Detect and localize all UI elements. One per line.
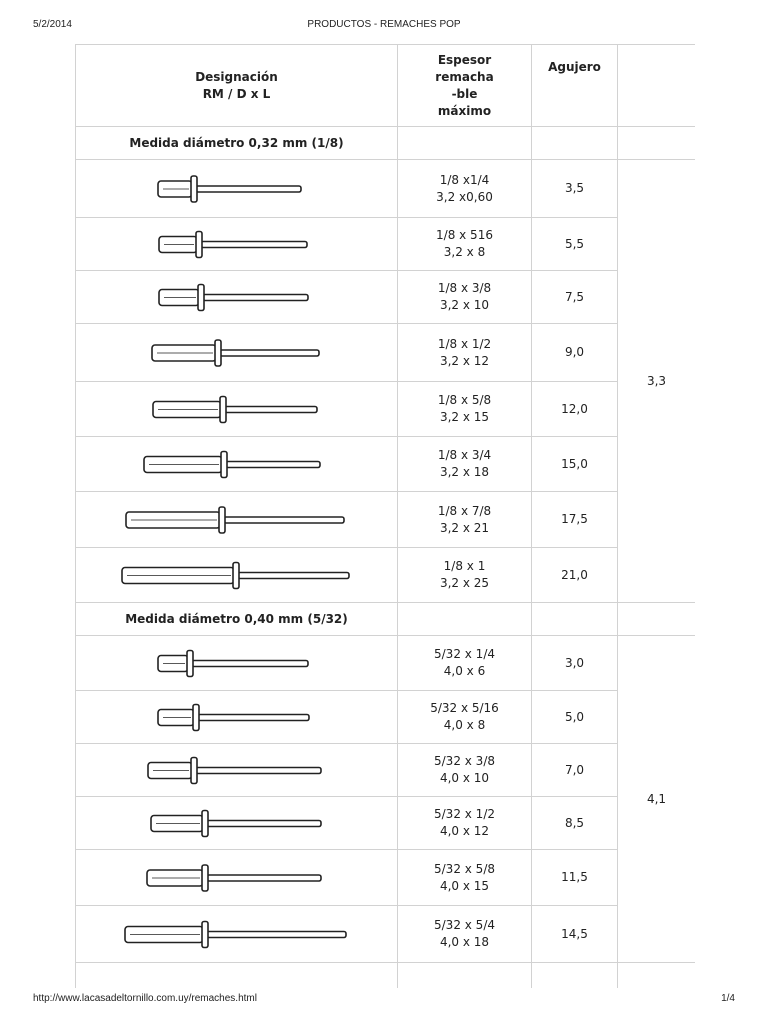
- rivet-icon: [76, 438, 398, 491]
- table-row: [76, 744, 696, 797]
- espesor-cell: 21,0: [532, 548, 618, 603]
- rivet-icon: [76, 798, 398, 849]
- size-mm: 3,2 x0,60: [436, 189, 493, 204]
- rivet-icon: [76, 692, 398, 743]
- rivet-icon: [76, 637, 398, 690]
- table-row: [76, 382, 696, 437]
- size-mm: 3,2 x 8: [443, 245, 486, 259]
- size-mm: 3,2 x 10: [439, 298, 490, 312]
- rivet-flange: [191, 757, 197, 783]
- size-inches: 5/32 x 1/2: [434, 807, 495, 821]
- table-row: [76, 691, 696, 744]
- header-designation: [76, 45, 398, 127]
- rivet-table: [75, 44, 695, 988]
- rivet-image-cell: [76, 797, 398, 850]
- size-inches: 1/8 x 3/4: [437, 448, 492, 462]
- rivet-mandrel: [196, 767, 321, 773]
- print-header: [0, 19, 768, 33]
- size-mm: 3,2 x 25: [439, 576, 490, 590]
- rivet-flange: [233, 562, 239, 588]
- rivet-flange: [193, 704, 199, 730]
- rivet-image-cell: [76, 324, 398, 382]
- rivet-icon: [76, 549, 398, 602]
- rivet-flange: [202, 810, 208, 836]
- header-espesor-line3: -ble: [451, 86, 478, 101]
- rivet-icon: [76, 161, 398, 217]
- rivet-icon: [76, 325, 398, 381]
- espesor-cell: 7,0: [532, 744, 618, 797]
- table-header-row: [76, 45, 696, 127]
- size-inches: 5/32 x 3/8: [434, 754, 495, 768]
- espesor-cell: 14,5: [532, 906, 618, 963]
- continued-empty-cell: [532, 963, 618, 989]
- section-header-row: [76, 127, 696, 160]
- rivet-flange: [196, 231, 202, 257]
- header-espesor-line2: remacha: [435, 69, 494, 84]
- table-row: [76, 548, 696, 603]
- size-inches: 5/32 x 5/4: [434, 918, 495, 932]
- espesor-cell: 7,5: [532, 271, 618, 324]
- rivet-mandrel: [225, 406, 317, 412]
- size-cell: [398, 797, 532, 850]
- size-cell: [398, 218, 532, 271]
- espesor-cell: 12,0: [532, 382, 618, 437]
- header-designation-line1: Designación: [195, 69, 278, 84]
- rivet-image-cell: [76, 492, 398, 548]
- rivet-image-cell: [76, 437, 398, 492]
- header-espesor-line1: Espesor: [437, 52, 492, 67]
- table-row-continued: [76, 963, 696, 989]
- size-mm: 4,0 x 10: [439, 771, 490, 785]
- table-row: [76, 850, 696, 906]
- rivet-mandrel: [203, 294, 308, 300]
- rivet-mandrel: [192, 660, 308, 666]
- rivet-image-cell: [76, 271, 398, 324]
- print-page-number: 1/4: [721, 993, 735, 1004]
- rivet-image-cell: [76, 636, 398, 691]
- size-mm: 4,0 x 8: [443, 718, 486, 732]
- rivet-flange: [202, 865, 208, 891]
- rivet-flange: [221, 451, 227, 477]
- rivet-image-cell: [76, 218, 398, 271]
- drill-cell: 3,3: [618, 160, 696, 603]
- espesor-cell: 11,5: [532, 850, 618, 906]
- rivet-flange: [202, 921, 208, 947]
- espesor-cell: 15,0: [532, 437, 618, 492]
- table-row: [76, 271, 696, 324]
- size-cell: [398, 437, 532, 492]
- header-designation-line2: RM / D x L: [202, 86, 271, 101]
- size-cell: [398, 744, 532, 797]
- espesor-cell: 8,5: [532, 797, 618, 850]
- rivet-mandrel: [198, 714, 309, 720]
- section-header-row: [76, 603, 696, 636]
- rivet-mandrel: [224, 517, 344, 523]
- table-row: [76, 906, 696, 963]
- table-row: [76, 492, 696, 548]
- continued-empty-cell: [76, 963, 398, 989]
- size-inches: 5/32 x 5/16: [430, 701, 499, 715]
- rivet-image-cell: [76, 548, 398, 603]
- rivet-mandrel: [207, 875, 321, 881]
- size-cell: [398, 850, 532, 906]
- rivet-icon: [76, 745, 398, 796]
- espesor-cell: 3,0: [532, 636, 618, 691]
- size-mm: 4,0 x 18: [439, 935, 490, 949]
- table-row: [76, 797, 696, 850]
- size-mm: 3,2 x 21: [439, 520, 490, 535]
- header-espesor: [398, 45, 532, 127]
- table-row: [76, 160, 696, 218]
- size-cell: [398, 324, 532, 382]
- section-empty-cell: [532, 127, 618, 160]
- header-espesor-line4: máximo: [437, 103, 492, 118]
- rivet-image-cell: [76, 744, 398, 797]
- espesor-cell: 5,5: [532, 218, 618, 271]
- espesor-cell: 17,5: [532, 492, 618, 548]
- section-empty-cell: [618, 603, 696, 636]
- espesor-cell: 3,5: [532, 160, 618, 218]
- print-title: PRODUCTOS - REMACHES POP: [307, 19, 461, 30]
- rivet-table-container: [75, 44, 695, 988]
- section-title: Medida diámetro 0,40 mm (5/32): [76, 603, 398, 636]
- size-inches: 1/8 x 7/8: [437, 503, 492, 518]
- rivet-icon: [76, 493, 398, 547]
- size-mm: 3,2 x 12: [439, 353, 490, 368]
- size-mm: 4,0 x 15: [439, 878, 490, 893]
- header-empty-cell: [618, 45, 696, 127]
- size-cell: [398, 492, 532, 548]
- size-cell: [398, 382, 532, 437]
- table-row: [76, 324, 696, 382]
- table-row: [76, 218, 696, 271]
- table-row: [76, 636, 696, 691]
- rivet-image-cell: [76, 906, 398, 963]
- print-date: 5/2/2014: [33, 19, 72, 30]
- size-inches: 5/32 x 5/8: [434, 861, 495, 876]
- rivet-image-cell: [76, 850, 398, 906]
- size-cell: [398, 691, 532, 744]
- size-cell: [398, 906, 532, 963]
- rivet-icon: [76, 219, 398, 270]
- size-inches: 1/8 x 1/2: [437, 336, 492, 351]
- size-inches: 1/8 x 5/8: [437, 393, 492, 407]
- rivet-image-cell: [76, 160, 398, 218]
- continued-empty-cell: [398, 963, 532, 989]
- size-mm: 3,2 x 18: [439, 465, 490, 479]
- section-empty-cell: [618, 127, 696, 160]
- size-cell: [398, 271, 532, 324]
- print-url: http://www.lacasadeltornillo.com.uy/remaches.html: [33, 993, 257, 1004]
- rivet-image-cell: [76, 691, 398, 744]
- espesor-cell: 9,0: [532, 324, 618, 382]
- rivet-mandrel: [207, 931, 346, 937]
- drill-cell: 4,1: [618, 636, 696, 963]
- section-empty-cell: [532, 603, 618, 636]
- rivet-image-cell: [76, 382, 398, 437]
- rivet-flange: [191, 176, 197, 202]
- section-title: Medida diámetro 0,32 mm (1/8): [76, 127, 398, 160]
- rivet-icon: [76, 907, 398, 962]
- rivet-mandrel: [220, 350, 319, 356]
- rivet-flange: [220, 396, 226, 422]
- size-mm: 4,0 x 12: [439, 824, 490, 838]
- rivet-mandrel: [207, 820, 321, 826]
- rivet-icon: [76, 851, 398, 905]
- rivet-flange: [215, 340, 221, 366]
- rivet-flange: [187, 650, 193, 676]
- size-inches: 5/32 x 1/4: [434, 647, 495, 661]
- espesor-cell: 5,0: [532, 691, 618, 744]
- size-inches: 1/8 x1/4: [439, 172, 490, 187]
- rivet-flange: [198, 284, 204, 310]
- rivet-mandrel: [196, 186, 301, 192]
- size-inches: 1/8 x 3/8: [437, 281, 492, 295]
- size-cell: [398, 548, 532, 603]
- continued-empty-cell: [618, 963, 696, 989]
- rivet-mandrel: [201, 241, 307, 247]
- section-empty-cell: [398, 127, 532, 160]
- section-empty-cell: [398, 603, 532, 636]
- size-cell: [398, 160, 532, 218]
- size-inches: 1/8 x 516: [436, 228, 493, 242]
- size-cell: [398, 636, 532, 691]
- size-inches: 1/8 x 1: [443, 559, 486, 573]
- table-row: [76, 437, 696, 492]
- header-agujero: Agujero: [532, 45, 618, 127]
- print-footer: [0, 993, 768, 1007]
- rivet-mandrel: [238, 572, 349, 578]
- size-mm: 3,2 x 15: [439, 410, 490, 424]
- size-mm: 4,0 x 6: [443, 664, 486, 678]
- rivet-icon: [76, 383, 398, 436]
- rivet-icon: [76, 272, 398, 323]
- rivet-mandrel: [226, 461, 320, 467]
- rivet-flange: [219, 507, 225, 533]
